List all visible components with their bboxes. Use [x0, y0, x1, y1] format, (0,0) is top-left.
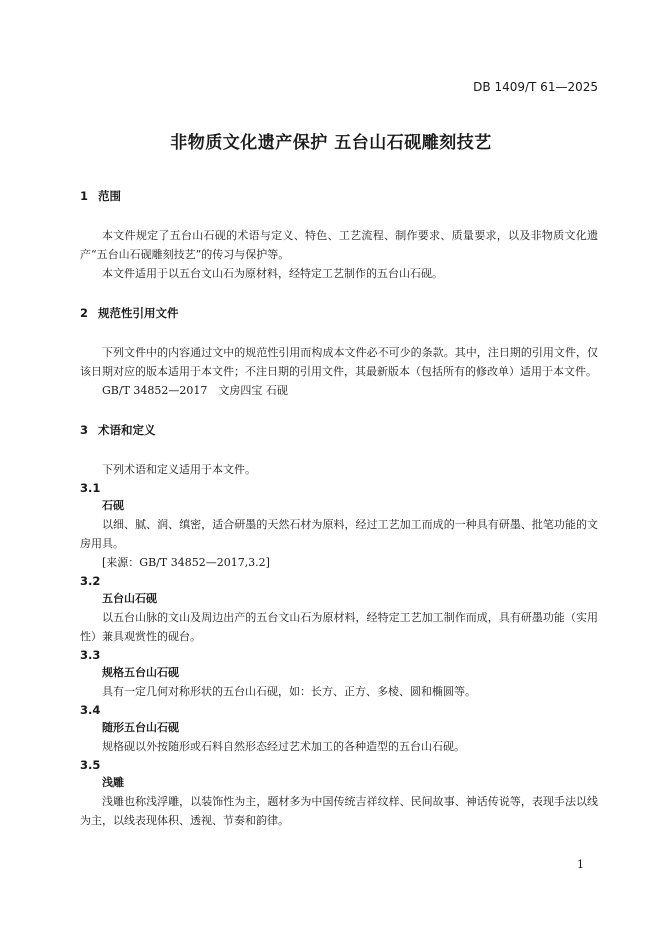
- section-heading: 2 规范性引用文件: [80, 306, 179, 320]
- term-number: 3.2: [80, 574, 101, 588]
- term-number: 3.5: [80, 758, 101, 772]
- section-heading: 1 范围: [80, 189, 121, 203]
- paragraph: 下列术语和定义适用于本文件。: [102, 463, 256, 476]
- document-body: [80, 188, 598, 830]
- reference-entry: GB/T 34852—2017 文房四宝 石砚: [102, 384, 288, 397]
- term-number: 3.1: [80, 481, 101, 495]
- term-definition: 规格砚以外按随形或石料自然形态经过艺术加工的各种造型的五台山石砚。: [102, 740, 465, 753]
- term-name: 随形五台山石砚: [102, 721, 179, 734]
- term-number: 3.4: [80, 703, 101, 717]
- term-definition: 以五台山脉的文山及周边出产的五台文山石为原材料，经特定工艺加工制作而成，具有研墨功能（实用性）兼具观赏性的砚台。: [80, 611, 598, 643]
- document-title: 非物质文化遗产保护 五台山石砚雕刻技艺: [170, 133, 492, 153]
- term-definition: 以细、腻、润、缜密，适合研墨的天然石材为原料，经过工艺加工而成的一种具有研墨、批笔功能的文房用具。: [80, 518, 598, 550]
- term-name: 石砚: [102, 499, 124, 512]
- term-definition: 具有一定几何对称形状的五台山石砚，如：长方、正方、多棱、圆和椭圆等。: [102, 685, 476, 698]
- paragraph: 本文件适用于以五台文山石为原材料，经特定工艺制作的五台山石砚。: [102, 267, 443, 280]
- section-heading: 3 术语和定义: [80, 423, 156, 437]
- standard-code: DB 1409/T 61—2025: [473, 80, 598, 94]
- term-source: [来源：GB/T 34852—2017,3.2]: [102, 556, 270, 569]
- term-definition: 浅雕也称浅浮雕，以装饰性为主，题材多为中国传统吉祥纹样、民间故事、神话传说等，表现手法以线为主，以线表现体积、透视、节奏和韵律。: [80, 795, 598, 827]
- term-name: 五台山石砚: [102, 592, 157, 605]
- page-number: 1: [577, 858, 584, 871]
- term-name: 规格五台山石砚: [102, 666, 179, 679]
- paragraph: 本文件规定了五台山石砚的术语与定义、特色、工艺流程、制作要求、质量要求，以及非物质文化遗产“五台山石砚雕刻技艺”的传习与保护等。: [80, 229, 598, 261]
- paragraph: 下列文件中的内容通过文中的规范性引用而构成本文件必不可少的条款。其中，注日期的引用文件，仅该日期对应的版本适用于本文件；不注日期的引用文件，其最新版本（包括所有的修改单）适用于本文件。: [80, 346, 598, 378]
- term-name: 浅雕: [102, 776, 124, 789]
- term-number: 3.3: [80, 648, 101, 662]
